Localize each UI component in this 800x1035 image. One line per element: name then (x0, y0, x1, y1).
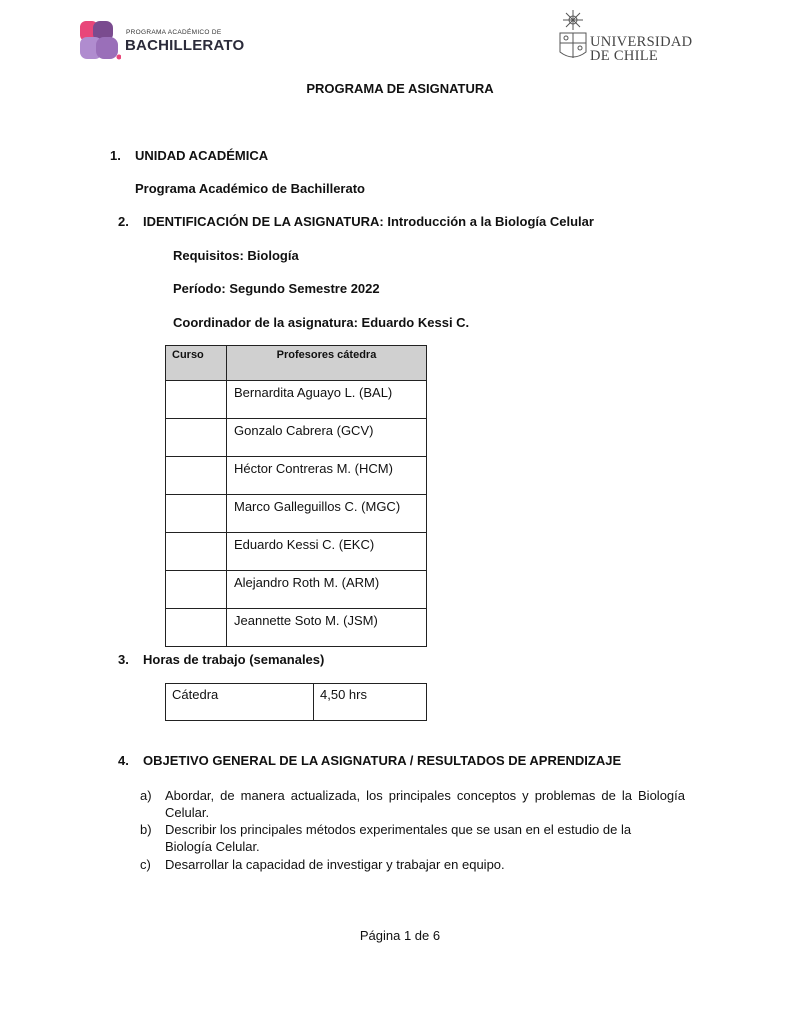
section2-heading: IDENTIFICACIÓN DE LA ASIGNATURA: (143, 214, 384, 229)
list-item-text (165, 856, 685, 873)
university-name-line1: UNIVERSIDAD (590, 34, 693, 50)
table-row (166, 571, 427, 609)
list-item-label: c) (140, 857, 151, 872)
table-row (166, 533, 427, 571)
table-row (166, 684, 427, 721)
requisitos: Requisitos: Biología (173, 248, 299, 263)
section4-heading: OBJETIVO GENERAL DE LA ASIGNATURA / RESULTADOS DE APRENDIZAJE (143, 753, 622, 768)
university-crest-icon (556, 8, 590, 64)
list-item-text (165, 787, 685, 821)
curso-cell (166, 381, 227, 419)
hours-table (165, 683, 427, 721)
curso-cell (166, 533, 227, 571)
curso-cell (166, 457, 227, 495)
section4-number: 4. (118, 753, 129, 768)
hours-label: Cátedra (166, 684, 314, 721)
curso-cell (166, 609, 227, 647)
curso-cell (166, 495, 227, 533)
professors-table-header (166, 346, 427, 381)
professor-name: Alejandro Roth M. (ARM) (227, 571, 427, 609)
table-row (166, 495, 427, 533)
list-item-line: Desarrollar la capacidad de investigar y trabajar en equipo. (165, 857, 505, 872)
header-curso: Curso (166, 346, 227, 381)
professor-name: Jeannette Soto M. (JSM) (227, 609, 427, 647)
section3-heading: Horas de trabajo (semanales) (143, 652, 325, 667)
header-profesores: Profesores cátedra (227, 346, 427, 381)
list-item-line: Celular. (165, 805, 210, 820)
section1-value: Programa Académico de Bachillerato (135, 181, 365, 196)
coordinador: Coordinador de la asignatura: Eduardo Kessi C. (173, 315, 470, 330)
bachillerato-logo-subtitle: PROGRAMA ACADÉMICO DE (126, 29, 222, 36)
universidad-de-chile-logo (556, 8, 696, 64)
bachillerato-logo (79, 20, 249, 62)
university-name-line2: DE CHILE (590, 48, 659, 64)
bachillerato-logo-title: BACHILLERATO (125, 37, 245, 54)
professor-name: Marco Galleguillos C. (MGC) (227, 495, 427, 533)
professor-name: Héctor Contreras M. (HCM) (227, 457, 427, 495)
document-title: PROGRAMA DE ASIGNATURA (306, 81, 494, 96)
list-item-text (165, 821, 685, 855)
bachillerato-logo-icon (79, 20, 121, 60)
section2-heading-line (143, 214, 594, 229)
curso-cell (166, 419, 227, 457)
hours-value: 4,50 hrs (314, 684, 427, 721)
periodo: Período: Segundo Semestre 2022 (173, 281, 380, 296)
section1-heading: UNIDAD ACADÉMICA (135, 148, 269, 163)
list-item (140, 856, 690, 874)
table-row (166, 609, 427, 647)
table-row (166, 381, 427, 419)
professor-name: Eduardo Kessi C. (EKC) (227, 533, 427, 571)
table-row (166, 457, 427, 495)
list-item-label: b) (140, 822, 152, 837)
page-number: Página 1 de 6 (359, 928, 441, 943)
list-item (140, 787, 690, 821)
professor-name: Gonzalo Cabrera (GCV) (227, 419, 427, 457)
list-item (140, 821, 690, 855)
list-item-line: Abordar, de manera actualizada, los principales conceptos y problemas de la Biología (165, 788, 685, 803)
section1-number: 1. (110, 148, 121, 163)
section3-number: 3. (118, 652, 129, 667)
list-item-label: a) (140, 788, 152, 803)
curso-cell (166, 571, 227, 609)
list-item-line: Describir los principales métodos experimentales que se usan en el estudio de la (165, 822, 632, 837)
professor-name: Bernardita Aguayo L. (BAL) (227, 381, 427, 419)
professors-table (165, 345, 427, 647)
list-item-line: Biología Celular. (165, 839, 260, 854)
section2-number: 2. (118, 214, 129, 229)
table-row (166, 419, 427, 457)
section2-course-name: Introducción a la Biología Celular (387, 214, 594, 229)
